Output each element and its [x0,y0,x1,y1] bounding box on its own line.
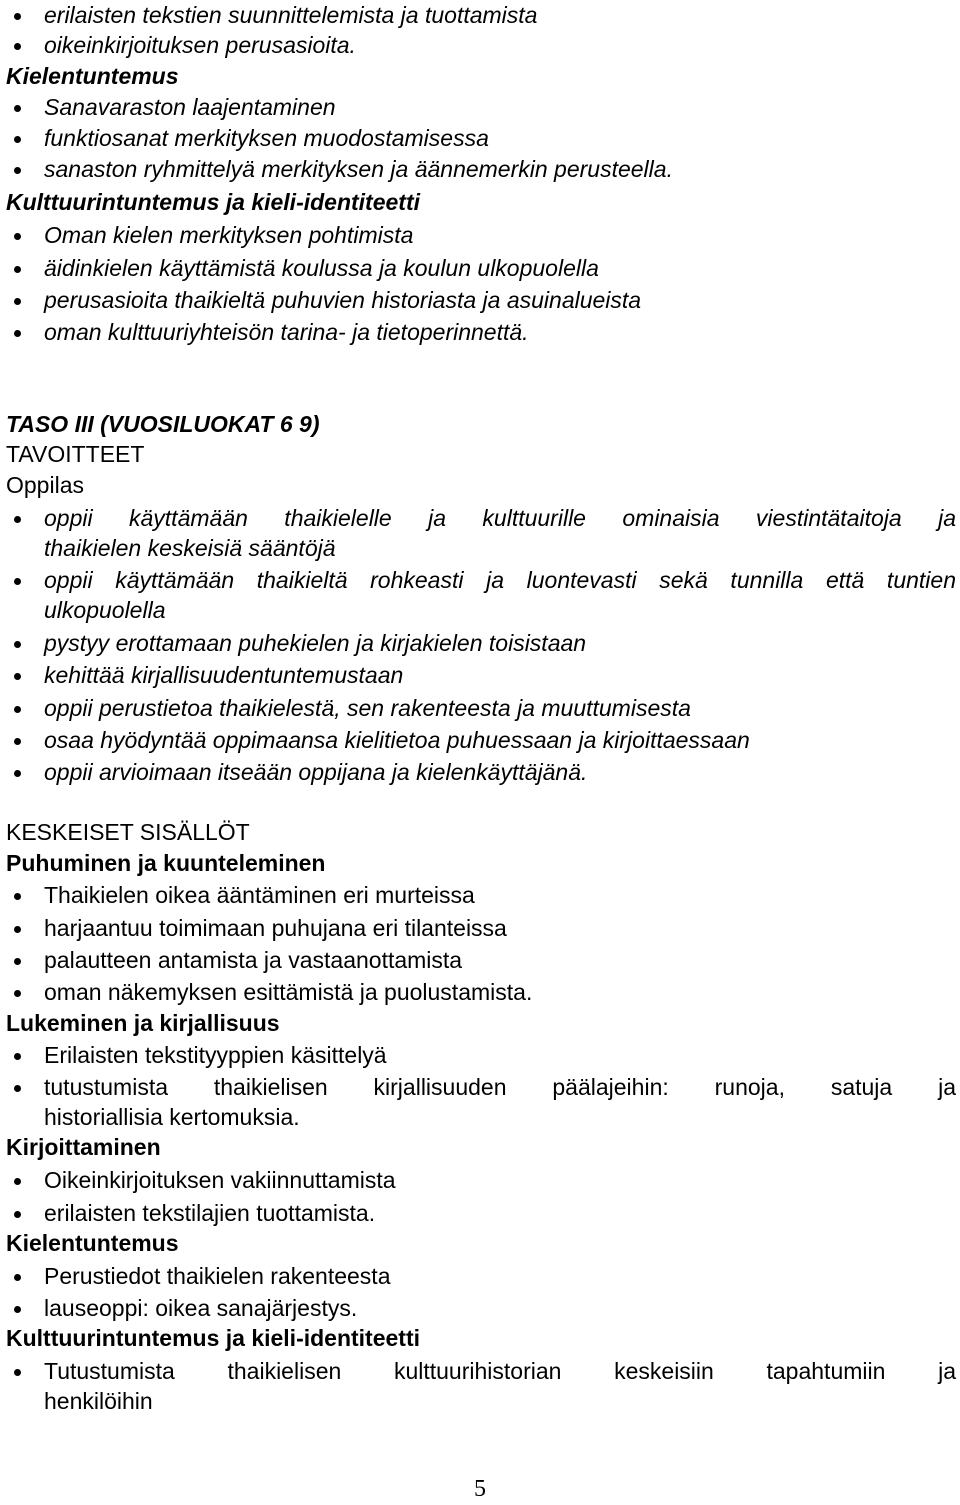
list-item: erilaisten tekstien suunnittelemista ja tuottamista [6,0,956,30]
list-item: lauseoppi: oikea sanajärjestys. [6,1293,956,1323]
content-heading: KESKEISET SISÄLLÖT [6,819,250,845]
list-item: erilaisten tekstilajien tuottamista. [6,1198,956,1228]
section-heading: Kielentuntemus [6,1230,179,1256]
list-item: oppii käyttämään thaikielelle ja kulttuurille ominaisia viestintätaitoja ja [6,503,956,533]
page-number: 5 [474,1476,486,1502]
list-item: Perustiedot thaikielen rakenteesta [6,1261,956,1291]
section-heading: Kulttuurintuntemus ja kieli-identiteetti [6,1325,421,1351]
level-title: TASO III (VUOSILUOKAT 6 9) [6,411,320,437]
list-item: äidinkielen käyttämistä koulussa ja koulun ulkopuolella [6,253,956,283]
list-item: Thaikielen oikea ääntäminen eri murteissa [6,880,956,910]
section-heading: Kirjoittaminen [6,1134,161,1160]
section-heading: Lukeminen ja kirjallisuus [6,1010,280,1036]
list-item: Tutustumista thaikielisen kulttuurihistorian keskeisiin tapahtumiin ja [6,1356,956,1386]
list-item-continuation: historiallisia kertomuksia. [44,1104,300,1130]
list-item: oman näkemyksen esittämistä ja puolustamista. [6,977,956,1007]
list-item: perusasioita thaikieltä puhuvien historiasta ja asuinalueista [6,285,956,315]
list-item: oppii käyttämään thaikieltä rohkeasti ja luontevasti sekä tunnilla että tuntien [6,565,956,595]
list-item: Oman kielen merkityksen pohtimista [6,220,956,250]
list-item: oppii perustietoa thaikielestä, sen rakenteesta ja muuttumisesta [6,693,956,723]
list-item: harjaantuu toimimaan puhujana eri tilanteissa [6,913,956,943]
section-heading: Kulttuurintuntemus ja kieli-identiteetti [6,189,421,215]
list-item-continuation: ulkopuolella [44,597,166,623]
list-item: oman kulttuuriyhteisön tarina- ja tietoperinnettä. [6,317,956,347]
section-heading: Puhuminen ja kuunteleminen [6,850,326,876]
list-item-continuation: thaikielen keskeisiä sääntöjä [44,535,336,561]
list-item: Oikeinkirjoituksen vakiinnuttamista [6,1165,956,1195]
list-item: tutustumista thaikielisen kirjallisuuden päälajeihin: runoja, satuja ja [6,1072,956,1102]
pupil-label: Oppilas [6,472,84,498]
list-item: pystyy erottamaan puhekielen ja kirjakielen toisistaan [6,628,956,658]
list-item: Erilaisten tekstityyppien käsittelyä [6,1040,956,1070]
list-item: oikeinkirjoituksen perusasioita. [6,30,956,60]
list-item: oppii arvioimaan itseään oppijana ja kielenkäyttäjänä. [6,757,956,787]
list-item: osaa hyödyntää oppimaansa kielitietoa puhuessaan ja kirjoittaessaan [6,725,956,755]
list-item-continuation: henkilöihin [44,1388,153,1414]
goals-heading: TAVOITTEET [6,441,145,467]
list-item: Sanavaraston laajentaminen [6,92,956,122]
list-item: kehittää kirjallisuudentuntemustaan [6,660,956,690]
list-item: palautteen antamista ja vastaanottamista [6,945,956,975]
section-heading: Kielentuntemus [6,63,179,89]
list-item: funktiosanat merkityksen muodostamisessa [6,123,956,153]
list-item: sanaston ryhmittelyä merkityksen ja äännemerkin perusteella. [6,154,956,184]
